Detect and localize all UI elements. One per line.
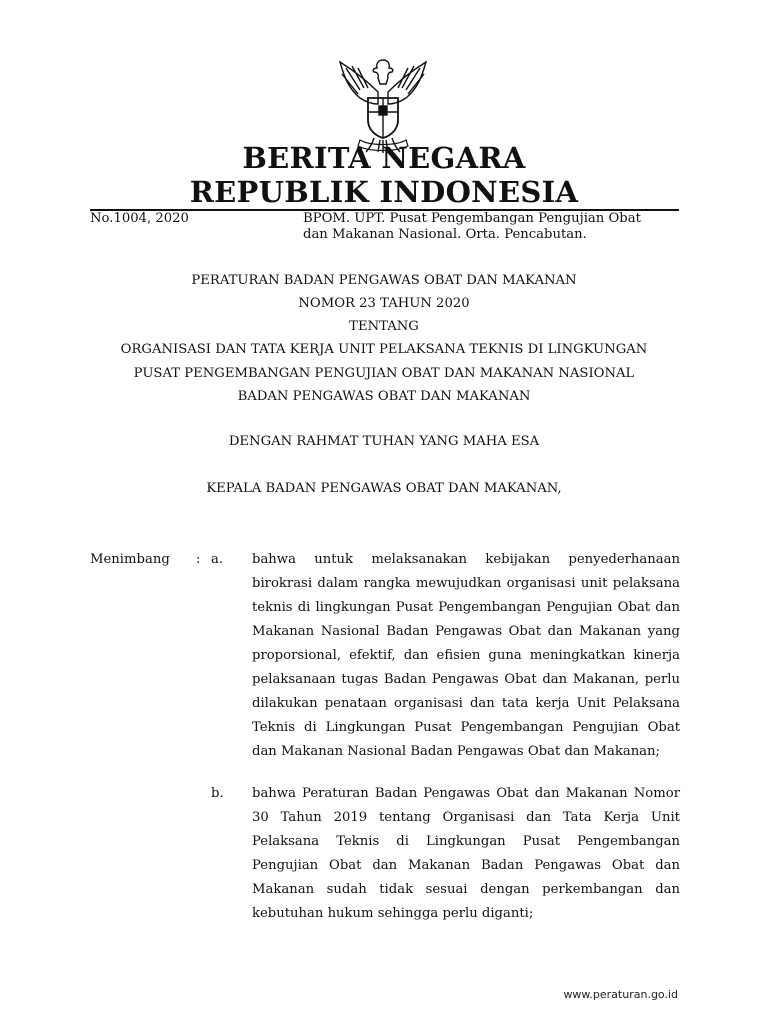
- clause-text: bahwa untuk melaksanakan kebijakan penyederhanaan birokrasi dalam rangka mewujudkan organisasi unit pelaksana teknis di lingkungan Pusat Pengembangan Pengujian Obat dan Makanan Nasional Badan Pengawas Obat dan Makanan yang proporsional, efektif, dan efisien guna meningkatkan kinerja pelaksanaan tugas Badan Pengawas Obat dan Makanan, perlu dilakukan penataan organisasi dan tata kerja Unit Pelaksana Teknis di Lingkungan Pusat Pengembangan Pengujian Obat dan Makanan Nasional Badan Pengawas Obat dan Makanan;: [252, 552, 680, 759]
- clause-letter: b.: [211, 786, 224, 801]
- blessing-line: DENGAN RAHMAT TUHAN YANG MAHA ESA: [228, 434, 540, 449]
- regulation-about: TENTANG: [349, 319, 419, 334]
- regulation-subject-line: PUSAT PENGEMBANGAN PENGUJIAN OBAT DAN MAKANAN NASIONAL: [133, 366, 635, 381]
- regulation-subject-line: BADAN PENGAWAS OBAT DAN MAKANAN: [237, 389, 531, 404]
- regulation-number: NOMOR 23 TAHUN 2020: [298, 296, 470, 311]
- summary-line: dan Makanan Nasional. Orta. Pencabutan.: [303, 227, 587, 242]
- gazette-summary: [303, 211, 679, 243]
- regulation-subject-line: ORGANISASI DAN TATA KERJA UNIT PELAKSANA TEKNIS DI LINGKUNGAN: [120, 342, 648, 357]
- summary-line: BPOM. UPT. Pusat Pengembangan Pengujian Obat: [303, 211, 641, 226]
- footer-url: www.peraturan.go.id: [563, 988, 678, 1001]
- menimbang-colon: :: [196, 552, 201, 567]
- gazette-number: No.1004, 2020: [90, 211, 189, 226]
- clause-text: bahwa Peraturan Badan Pengawas Obat dan Makanan Nomor 30 Tahun 2019 tentang Organisasi dan Tata Kerja Unit Pelaksana Teknis di Lingkungan Pusat Pengembangan Pengujian Obat dan Makanan Badan Pengawas Obat dan Makanan sudah tidak sesuai dengan perkembangan dan kebutuhan hukum sehingga perlu diganti;: [252, 786, 680, 921]
- gazette-subtitle: REPUBLIK INDONESIA: [189, 175, 579, 209]
- issuer-line: KEPALA BADAN PENGAWAS OBAT DAN MAKANAN,: [206, 481, 562, 496]
- gazette-title: BERITA NEGARA: [242, 141, 526, 175]
- regulation-title: PERATURAN BADAN PENGAWAS OBAT DAN MAKANAN: [191, 273, 577, 288]
- menimbang-label: Menimbang: [90, 552, 170, 567]
- clause-letter: a.: [211, 552, 224, 567]
